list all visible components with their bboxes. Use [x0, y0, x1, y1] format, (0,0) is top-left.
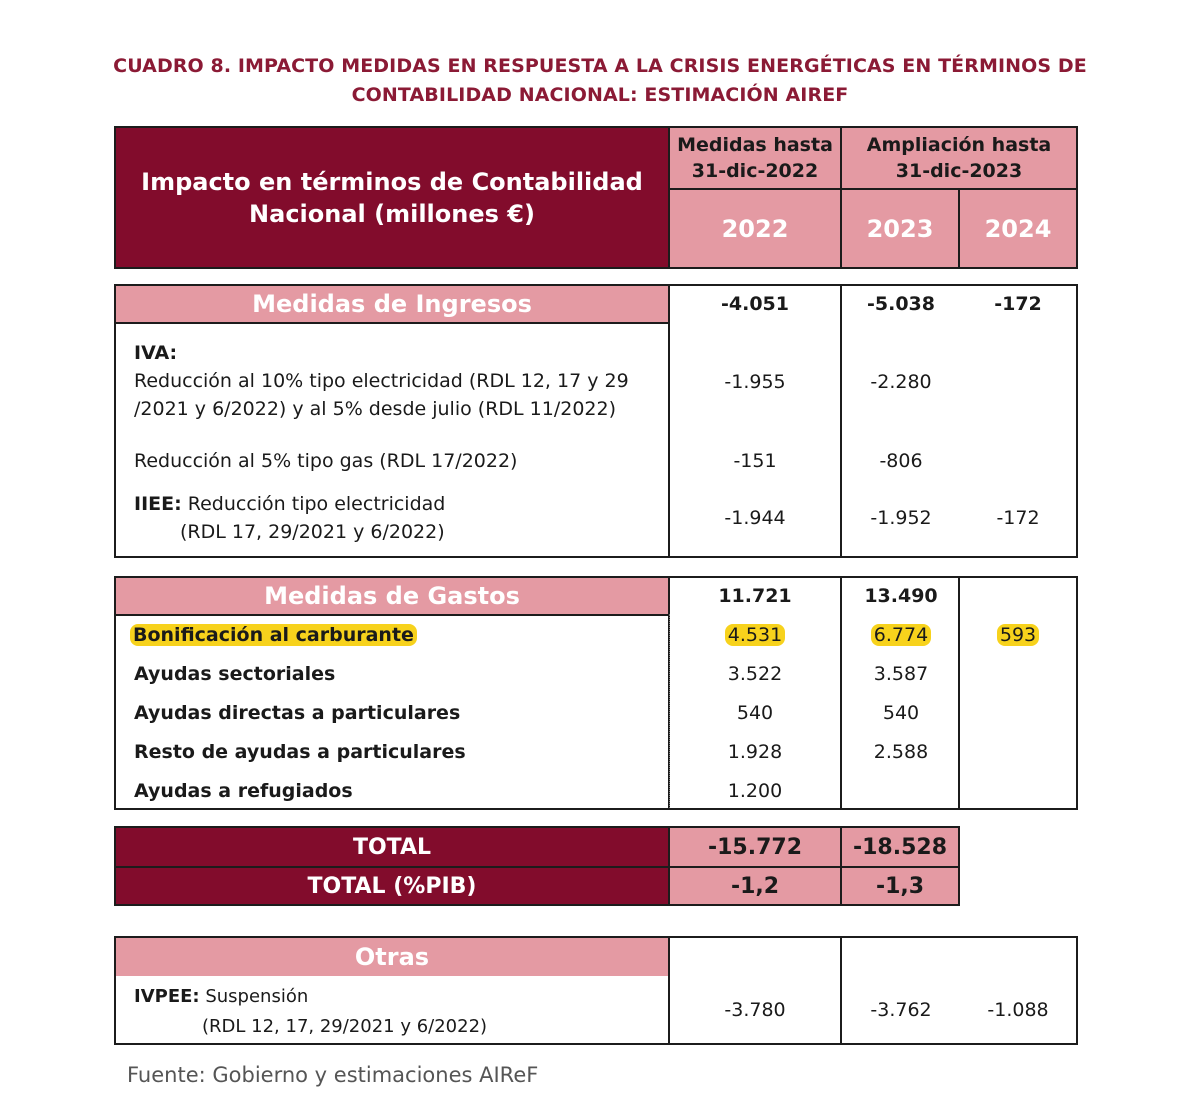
- iiee-label: [134, 490, 668, 546]
- gastos-row-value: [960, 624, 1076, 646]
- gastos-total-2022: 11.721: [718, 585, 792, 607]
- header-main-cell: [114, 126, 670, 269]
- gastos-row-value: 3.587: [873, 663, 929, 685]
- iiee-2022: -1.944: [724, 507, 786, 529]
- gastos-col-2022: [668, 576, 842, 810]
- gastos-row-value: [670, 624, 840, 646]
- ingresos-total-2022: -4.051: [721, 293, 789, 315]
- gastos-row-label: Resto de ayudas a particulares: [134, 741, 466, 763]
- year-2022-cell: 2022: [668, 188, 842, 269]
- gastos-row-value: 3.522: [727, 663, 783, 685]
- iva-elec-2023: -2.280: [870, 371, 932, 393]
- gastos-row-label: Ayudas sectoriales: [134, 663, 336, 685]
- source-note: Fuente: Gobierno y estimaciones AIReF: [127, 1063, 539, 1087]
- title-line-1: CUADRO 8. IMPACTO MEDIDAS EN RESPUESTA A LA CRISIS ENERGÉTICAS EN TÉRMINOS DE: [113, 55, 1087, 77]
- title-line-2: CONTABILIDAD NACIONAL: ESTIMACIÓN AIREF: [351, 84, 849, 106]
- otras-col-2022: [668, 936, 842, 1045]
- total-pib-2023: -1,3: [840, 866, 960, 906]
- bonificacion-label: Bonificación al carburante: [130, 624, 417, 646]
- year-2023-cell: 2023: [840, 188, 960, 269]
- year-2024-cell: 2024: [958, 188, 1078, 269]
- bonificacion-2023: 6.774: [871, 624, 931, 646]
- total-label: TOTAL: [114, 826, 670, 868]
- total-2023: -18.528: [840, 826, 960, 868]
- iva-elec-line-2: /2021 y 6/2022) y al 5% desde julio (RDL 11/2022): [134, 398, 616, 420]
- gastos-row-value: 1.200: [727, 780, 783, 802]
- ingresos-total-2024: -172: [994, 293, 1042, 315]
- total-pib-label: TOTAL (%PIB): [114, 866, 670, 906]
- gastos-total-2023: 13.490: [864, 585, 938, 607]
- iva-gas-label: Reducción al 5% tipo gas (RDL 17/2022): [134, 450, 518, 472]
- ivpee-prefix: IVPEE:: [134, 986, 200, 1007]
- header-group-2023: [840, 126, 1078, 190]
- ivpee-2023: -3.762: [870, 999, 932, 1021]
- ingresos-section-header: Medidas de Ingresos: [116, 286, 668, 324]
- iva-label: IVA:: [134, 342, 178, 364]
- ivpee-2022: -3.780: [724, 999, 786, 1021]
- iiee-line-2: (RDL 17, 29/2021 y 6/2022): [180, 521, 445, 543]
- group1-line-2: 31-dic-2022: [691, 160, 819, 182]
- iiee-2024: -172: [996, 507, 1040, 529]
- gastos-row-value: 540: [882, 702, 920, 724]
- gastos-row-value: 1.928: [727, 741, 783, 763]
- iiee-2023: -1.952: [870, 507, 932, 529]
- iiee-line-1: Reducción tipo electricidad: [181, 493, 446, 515]
- gastos-section-header: Medidas de Gastos: [116, 578, 668, 616]
- table-title: [0, 52, 1200, 110]
- ingresos-total-2023: -5.038: [867, 293, 935, 315]
- gastos-row-label: Ayudas directas a particulares: [134, 702, 461, 724]
- iva-electricidad-label: [134, 367, 668, 423]
- header-main-line-2: Nacional (millones €): [249, 199, 535, 228]
- gastos-row-value: 540: [736, 702, 774, 724]
- iiee-prefix: IIEE:: [134, 493, 182, 515]
- header-main-line-1: Impacto en términos de Contabilidad: [141, 167, 643, 196]
- header-group-2022: [668, 126, 842, 190]
- ivpee-line-1: Suspensión: [199, 986, 309, 1007]
- gastos-row-value: [842, 624, 960, 646]
- total-2022: -15.772: [668, 826, 842, 868]
- bonificacion-2022: 4.531: [725, 624, 785, 646]
- bonificacion-2024: 593: [997, 624, 1039, 646]
- gastos-row-label: [130, 624, 417, 646]
- gastos-col-2024: [958, 576, 1078, 810]
- iva-elec-2022: -1.955: [724, 371, 786, 393]
- ivpee-2024: -1.088: [987, 999, 1049, 1021]
- ivpee-line-2: (RDL 12, 17, 29/2021 y 6/2022): [202, 1016, 488, 1037]
- gastos-row-value: 2.588: [873, 741, 929, 763]
- gastos-col-2023: [840, 576, 960, 810]
- iva-gas-2023: -806: [879, 450, 923, 472]
- iva-elec-line-1: Reducción al 10% tipo electricidad (RDL 12, 17 y 29: [134, 370, 629, 392]
- iva-gas-2022: -151: [733, 450, 777, 472]
- total-pib-2022: -1,2: [668, 866, 842, 906]
- ivpee-label: [134, 982, 487, 1042]
- group2-line-1: Ampliación hasta: [866, 134, 1052, 156]
- group2-line-2: 31-dic-2023: [895, 160, 1023, 182]
- otras-section-header: Otras: [116, 938, 668, 976]
- gastos-row-label: Ayudas a refugiados: [134, 780, 353, 802]
- otras-col-2023-2024: [840, 936, 1078, 1045]
- group1-line-1: Medidas hasta: [677, 134, 833, 156]
